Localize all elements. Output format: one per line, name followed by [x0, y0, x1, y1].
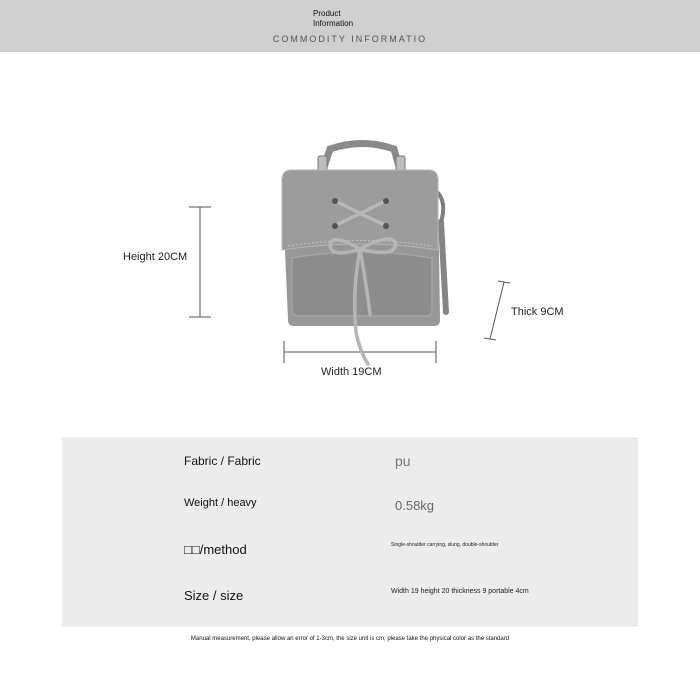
spec-panel: [62, 437, 638, 627]
thick-label: Thick 9CM: [511, 306, 564, 318]
spec-label-size: Size / size: [184, 588, 244, 603]
header-subtitle: COMMODITY INFORMATIO: [272, 34, 428, 44]
header-title-line1: Product: [313, 9, 341, 18]
thickness-dimension-line: [484, 281, 510, 340]
width-label: Width 19CM: [321, 366, 382, 378]
header-title-line2: Information: [313, 19, 354, 28]
bag-illustration: [0, 52, 700, 437]
spec-label-weight: Weight / heavy: [184, 497, 257, 509]
spec-value-weight: 0.58kg: [395, 498, 435, 513]
spec-value-fabric: pu: [395, 453, 411, 469]
height-label: Height 20CM: [123, 251, 188, 263]
spec-value-method: Single-shoulder carrying, slung, double-shoulder: [391, 542, 499, 548]
spec-label-fabric: Fabric / Fabric: [184, 454, 261, 468]
footer-note: Manual measurement, please allow an error of 1-3cm, the size unit is cm, please take the physical color as the standard: [190, 636, 510, 642]
spec-value-size: Width 19 height 20 thickness 9 portable 4cm: [391, 588, 529, 595]
product-image-area: [0, 52, 700, 437]
height-dimension-line: [189, 207, 211, 317]
header-banner: [0, 0, 700, 52]
spec-label-method: □□/method: [184, 542, 247, 557]
